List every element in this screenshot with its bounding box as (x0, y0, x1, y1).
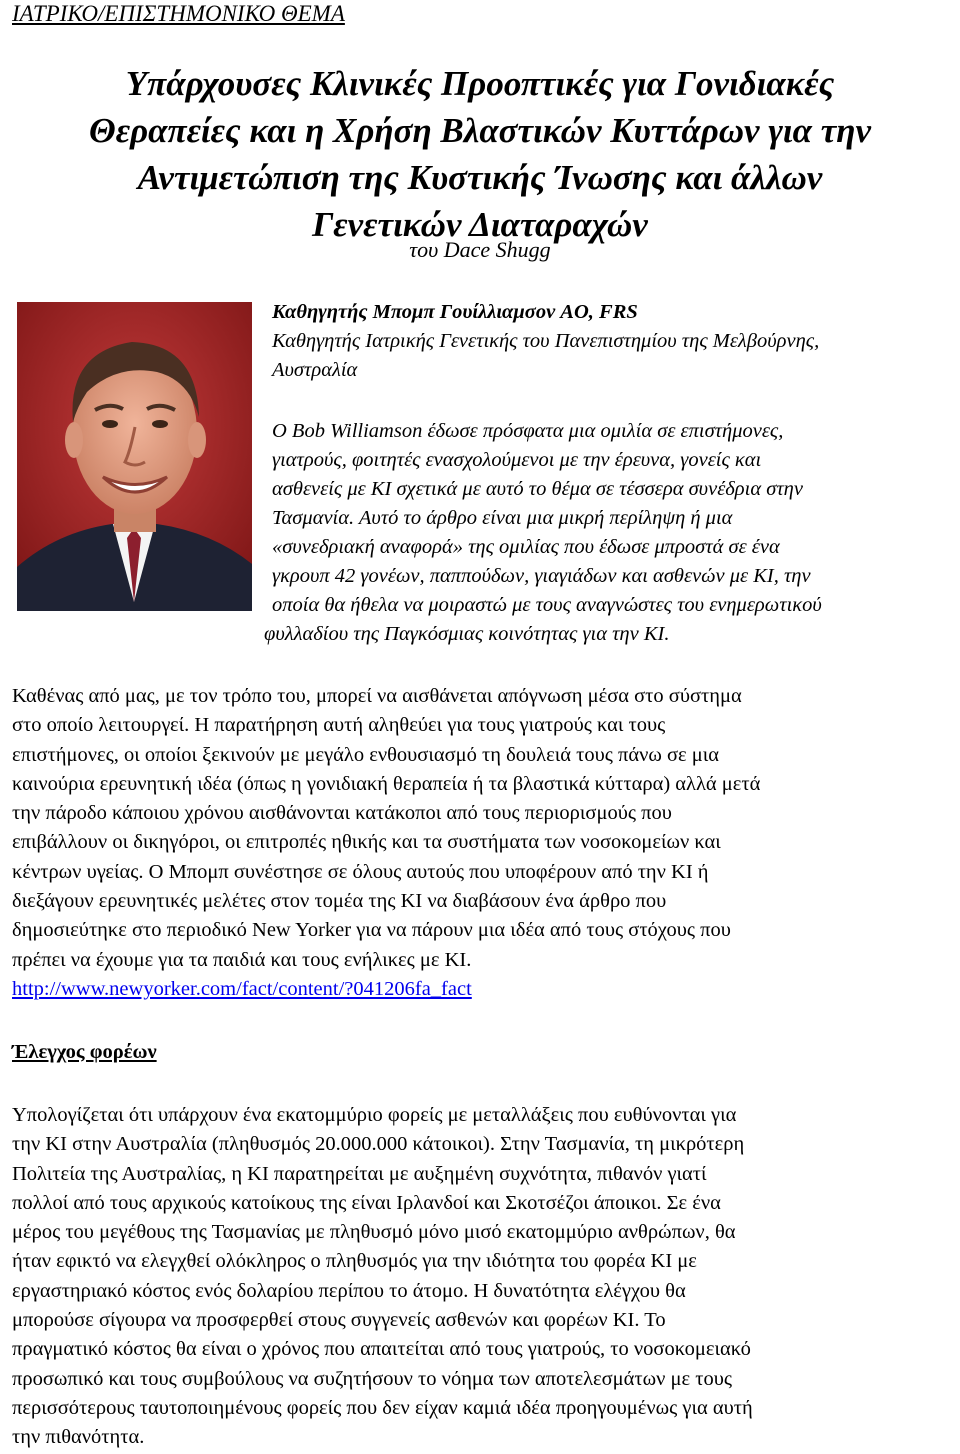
intro-line: γκρουπ 42 γονέων, παππούδων, γιαγιάδων και ασθενών με ΚΙ, την (272, 565, 811, 587)
author-name: Καθηγητής Μπομπ Γουίλλιαμσον AO, FRS (272, 301, 638, 323)
new-yorker-link[interactable]: http://www.newyorker.com/fact/content/?041206fa_fact (12, 977, 472, 1000)
paragraph-carriers (12, 1101, 948, 1453)
paragraph-line: ήταν εφικτό να ελεγχθεί ολόκληρος ο πληθυσμός για την ιδιότητα του φορέα ΚΙ με (12, 1250, 697, 1273)
paragraph-line: πολλοί από τους αρχικούς κατοίκους της είναι Ιρλανδοί και Σκοτσέζοι άποικοι. Σε ένα (12, 1191, 721, 1214)
paragraph-line: Καθένας από μας, με τον τρόπο του, μπορεί να αισθάνεται απόγνωση μέσα στο σύστημα (12, 685, 742, 707)
paragraph-line: επιβάλλουν οι δικηγόροι, οι επιτροπές ηθικής και τα συστήματα των νοσοκομείων και (12, 831, 721, 854)
paragraph-line: Υπολογίζεται ότι υπάρχουν ένα εκατομμύριο φορείς με μεταλλάξεις που ευθύνονται για (12, 1104, 737, 1126)
paragraph-line: στο οποίο λειτουργεί. Η παρατήρηση αυτή αληθεύει για τους γιατρούς και τους (12, 714, 666, 737)
section-tag: ΙΑΤΡΙΚΟ/ΕΠΙΣΤΗΜΟΝΙΚΟ ΘΕΜΑ (12, 1, 345, 26)
paragraph-line: περισσότερους ταυτοποιημένους φορείς που δεν είχαν καμιά ιδέα προηγουμένως για αυτή (12, 1396, 753, 1419)
paragraph-line: προσωπικό και τους συμβούλους να συζητήσουν το νόημα των αποτελεσμάτων με τους (12, 1367, 733, 1390)
title-line: Γενετικών Διαταραχών (312, 205, 648, 244)
paragraph-line: την ΚΙ στην Αυστραλία (πληθυσμός 20.000.000 κάτοικοι). Στην Τασμανία, τη μικρότερη (12, 1133, 745, 1156)
paragraph-line: κέντρων υγείας. Ο Μπομπ συνέστησε σε όλους αυτούς που υποφέρουν από την ΚΙ ή (12, 860, 709, 883)
article-title (0, 60, 960, 248)
intro-line: ασθενείς με ΚΙ σχετικά με αυτό το θέμα σε τέσσερα συνέδρια στην (272, 478, 803, 500)
paragraph-line: μέρος του μεγέθους της Τασμανίας με πληθυσμό μόνο μισό εκατομμύριο ανθρώπων, θα (12, 1221, 736, 1244)
paragraph-line: διεξάγουν ερευνητικές μελέτες στον τομέα της ΚΙ να διαβάσουν ένα άρθρο που (12, 890, 667, 913)
paragraph-line: πρέπει να έχουμε για τα παιδιά και τους ενήλικες με ΚΙ. (12, 948, 472, 971)
paragraph-line: Πολιτεία της Αυστραλίας, η ΚΙ παρατηρείται με αυξημένη συχνότητα, πιθανόν γιατί (12, 1162, 707, 1185)
author-portrait (17, 302, 252, 611)
title-line: Υπάρχουσες Κλινικές Προοπτικές για Γονιδιακές (125, 64, 835, 103)
intro-line: γιατρούς, φοιτητές ενασχολούμενοι με την έρευνα, γονείς και (272, 449, 762, 471)
author-affiliation: Αυστραλία (272, 359, 358, 381)
intro-line: Ο Bob Williamson έδωσε πρόσφατα μια ομιλία σε επιστήμονες, (272, 420, 784, 442)
title-line: Αντιμετώπιση της Κυστικής Ίνωσης και άλλων (137, 158, 823, 197)
paragraph-line: καινούρια ερευνητική ιδέα (όπως η γονιδιακή θεραπεία ή τα βλαστικά κύτταρα) αλλά μετά (12, 772, 761, 795)
paragraph-line: μπορούσε σίγουρα να προσφερθεί στους συγγενείς ασθενών και φορέων ΚΙ. Το (12, 1309, 666, 1332)
paragraph-line: την πάροδο κάποιου χρόνου αισθάνονται κατάκοποι από τους περιορισμούς που (12, 802, 672, 825)
intro-line: «συνεδριακή αναφορά» της ομιλίας που έδωσε μπροστά σε ένα (272, 536, 780, 558)
intro-line: Τασμανία. Αυτό το άρθρο είναι μια μικρή περίληψη ή μια (272, 507, 733, 529)
intro-line: φυλλαδίου της Παγκόσμιας κοινότητας για την ΚΙ. (264, 623, 670, 645)
title-line: Θεραπείες και η Χρήση Βλαστικών Κυττάρων για την (89, 111, 871, 150)
paragraph-despair (12, 682, 948, 1004)
paragraph-line: επιστήμονες, οι οποίοι ξεκινούν με μεγάλο ενθουσιασμό τη δουλειά τους πάνω σε μια (12, 743, 719, 766)
paragraph-line: εργαστηριακό κόστος ενός δολαρίου περίπου το άτομο. Η δυνατότητα ελέγχου θα (12, 1279, 686, 1302)
paragraph-line: πραγματικό κόστος θα είναι ο χρόνος που απαιτείται από τους γιατρούς, το νοσοκομειακό (12, 1338, 751, 1361)
byline: του Dace Shugg (409, 237, 551, 262)
section-heading-carrier-testing: Έλεγχος φορέων (12, 1041, 157, 1063)
paragraph-line: δημοσιεύτηκε στο περιοδικό New Yorker για να πάρουν μια ιδέα από τους στόχους που (12, 919, 731, 942)
author-intro (264, 298, 952, 649)
author-affiliation: Καθηγητής Ιατρικής Γενετικής του Πανεπιστημίου της Μελβούρνης, (272, 330, 820, 352)
paragraph-line: την πιθανότητα. (12, 1426, 145, 1449)
intro-line: οποία θα ήθελα να μοιραστώ με τους αναγνώστες του ενημερωτικού (272, 594, 822, 616)
